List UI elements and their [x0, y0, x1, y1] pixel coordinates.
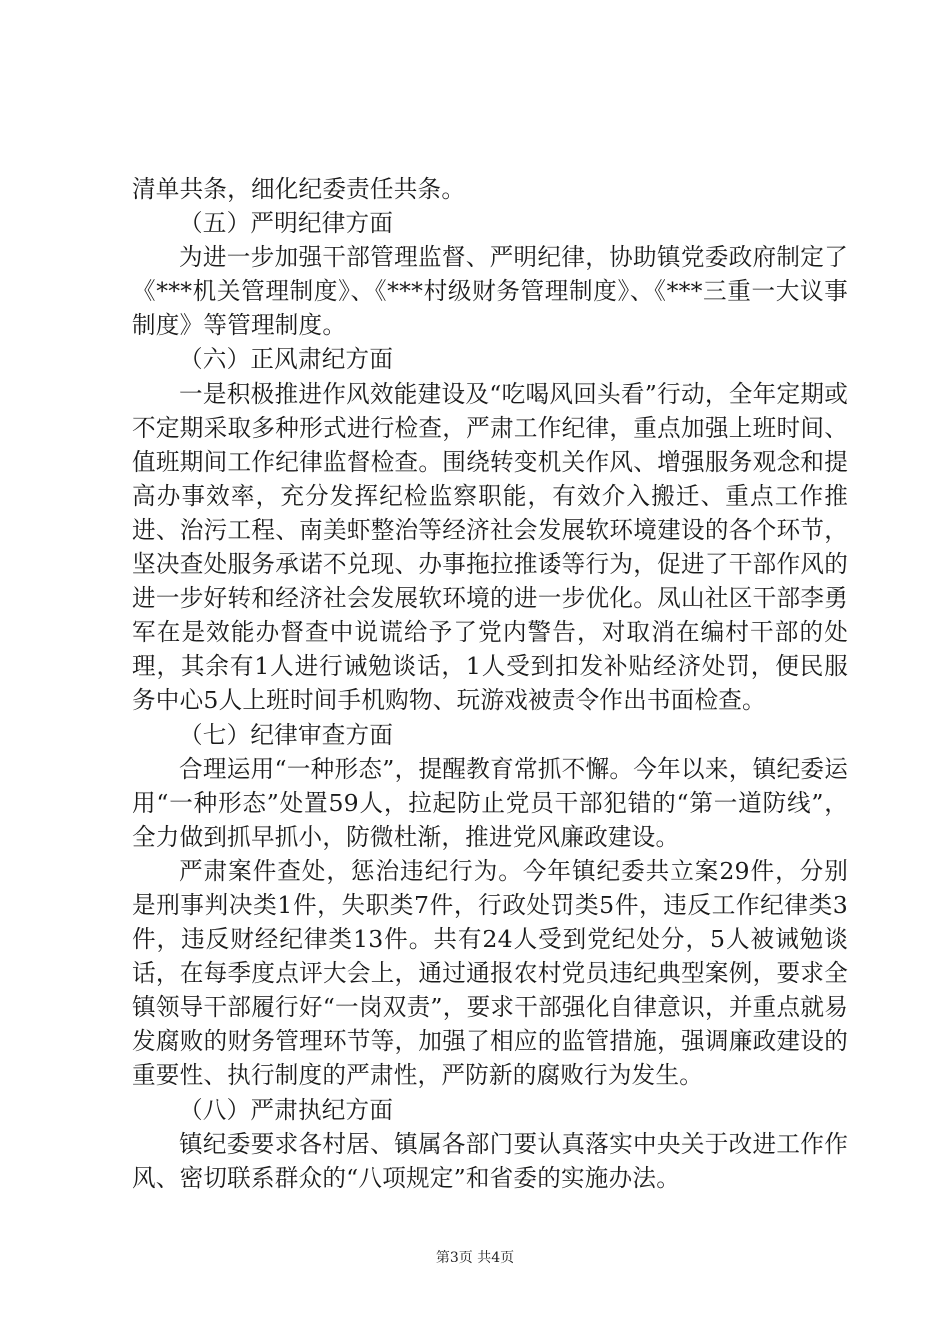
section-heading: （六）正风肃纪方面 — [179, 345, 394, 374]
paragraph: 严肃案件查处，惩治违纪行为。今年镇纪委共立案29件，分别是刑事判决类1件，失职类7件，行政处罚类5件，违反工作纪律类3件，违反财经纪律类13件。共有24人受到党纪处分，5人被诫勉谈话，在每季度点评大会上，通过通报农村党员违纪典型案例，要求全镇领导干部履行好“一岗双责”，要求干部强化自律意识，并重点就易发腐败的财务管理环节等，加强了相应的监管措施，强调廉政建设的重要性、执行制度的严肃性，严防新的腐败行为发生。 — [132, 856, 848, 1090]
section-heading: （八）严肃执纪方面 — [179, 1095, 394, 1124]
paragraph: 合理运用“一种形态”，提醒教育常抓不懈。今年以来，镇纪委运用“一种形态”处置59人，拉起防止党员干部犯错的“第一道防线”，全力做到抓早抓小，防微杜渐，推进党风廉政建设。 — [132, 754, 848, 851]
page-number-footer: 第3页 共4页 — [435, 1250, 515, 1266]
paragraph: 一是积极推进作风效能建设及“吃喝风回头看”行动，全年定期或不定期采取多种形式进行检查，严肃工作纪律，重点加强上班时间、值班期间工作纪律监督检查。围绕转变机关作风、增强服务观念和提高办事效率，充分发挥纪检监察职能，有效介入搬迁、重点工作推进、治污工程、南美虾整治等经济社会发展软环境建设的各个环节，坚决查处服务承诺不兑现、办事拖拉推诿等行为，促进了干部作风的进一步好转和经济社会发展软环境的进一步优化。凤山社区干部李勇军在是效能办督查中说谎给予了党内警告，对取消在编村干部的处理，其余有1人进行诫勉谈话，1人受到扣发补贴经济处罚，便民服务中心5人上班时间手机购物、玩游戏被责令作出书面检查。 — [132, 379, 848, 715]
paragraph: 镇纪委要求各村居、镇属各部门要认真落实中央关于改进工作作风、密切联系群众的“八项规定”和省委的实施办法。 — [132, 1129, 848, 1192]
paragraph: 为进一步加强干部管理监督、严明纪律，协助镇党委政府制定了《***机关管理制度》、《***村级财务管理制度》、《***三重一大议事制度》等管理制度。 — [132, 243, 848, 340]
paragraph: 清单共条，细化纪委责任共条。 — [132, 175, 466, 203]
section-heading: （五）严明纪律方面 — [179, 209, 394, 238]
section-heading: （七）纪律审查方面 — [179, 720, 394, 749]
document-body — [132, 172, 848, 1195]
